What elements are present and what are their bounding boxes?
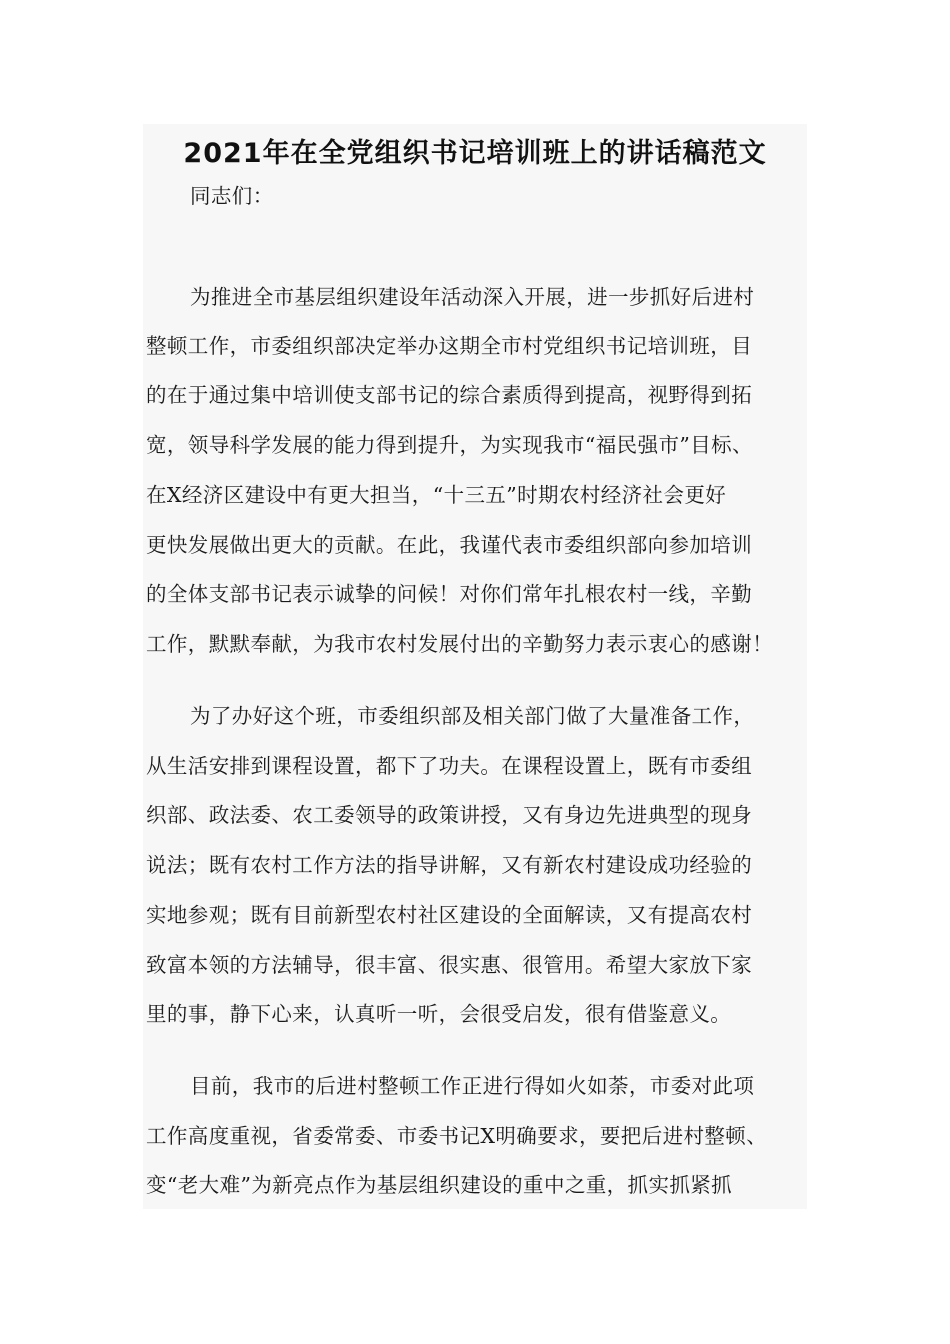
paragraph-1-line-2: 整顿工作，市委组织部决定举办这期全市村党组织书记培训班，目 xyxy=(146,334,753,358)
salutation: 同志们： xyxy=(190,184,274,208)
paragraph-1-line-7: 的全体支部书记表示诚挚的问候！对你们常年扎根农村一线，辛勤 xyxy=(146,582,753,606)
paragraph-2-line-4: 说法；既有农村工作方法的指导讲解，又有新农村建设成功经验的 xyxy=(146,853,753,877)
paragraph-3-line-3: 变“老大难”为新亮点作为基层组织建设的重中之重，抓实抓紧抓 xyxy=(146,1173,733,1197)
paragraph-1-line-1: 为推进全市基层组织建设年活动深入开展，进一步抓好后进村 xyxy=(190,285,755,309)
paragraph-2-line-6: 致富本领的方法辅导，很丰富、很实惠、很管用。希望大家放下家 xyxy=(146,953,753,977)
paragraph-2-line-3: 织部、政法委、农工委领导的政策讲授，又有身边先进典型的现身 xyxy=(146,803,753,827)
paragraph-1-line-8: 工作，默默奉献，为我市农村发展付出的辛勤努力表示衷心的感谢！ xyxy=(146,630,779,658)
paragraph-2-line-2: 从生活安排到课程设置，都下了功夫。在课程设置上，既有市委组 xyxy=(146,754,753,778)
paragraph-3-line-1: 目前，我市的后进村整顿工作正进行得如火如荼，市委对此项 xyxy=(190,1074,755,1098)
document-title: 2021年在全党组织书记培训班上的讲话稿范文 xyxy=(183,138,767,169)
paragraph-2-line-5: 实地参观；既有目前新型农村社区建设的全面解读，又有提高农村 xyxy=(146,903,753,927)
paragraph-3-line-2: 工作高度重视，省委常委、市委书记X明确要求，要把后进村整顿、 xyxy=(146,1122,773,1150)
paragraph-1-line-3: 的在于通过集中培训使支部书记的综合素质得到提高，视野得到拓 xyxy=(146,383,753,407)
paragraph-2-line-1: 为了办好这个班，市委组织部及相关部门做了大量准备工作， xyxy=(190,704,755,728)
paragraph-2-line-7: 里的事，静下心来，认真听一听，会很受启发，很有借鉴意义。 xyxy=(146,1002,732,1026)
paragraph-1-line-4: 宽，领导科学发展的能力得到提升，为实现我市“福民强市”目标、 xyxy=(146,431,759,459)
paragraph-1-line-5: 在X经济区建设中有更大担当，“十三五”时期农村经济社会更好 xyxy=(146,483,727,507)
paragraph-1-line-6: 更快发展做出更大的贡献。在此，我谨代表市委组织部向参加培训 xyxy=(146,533,753,557)
